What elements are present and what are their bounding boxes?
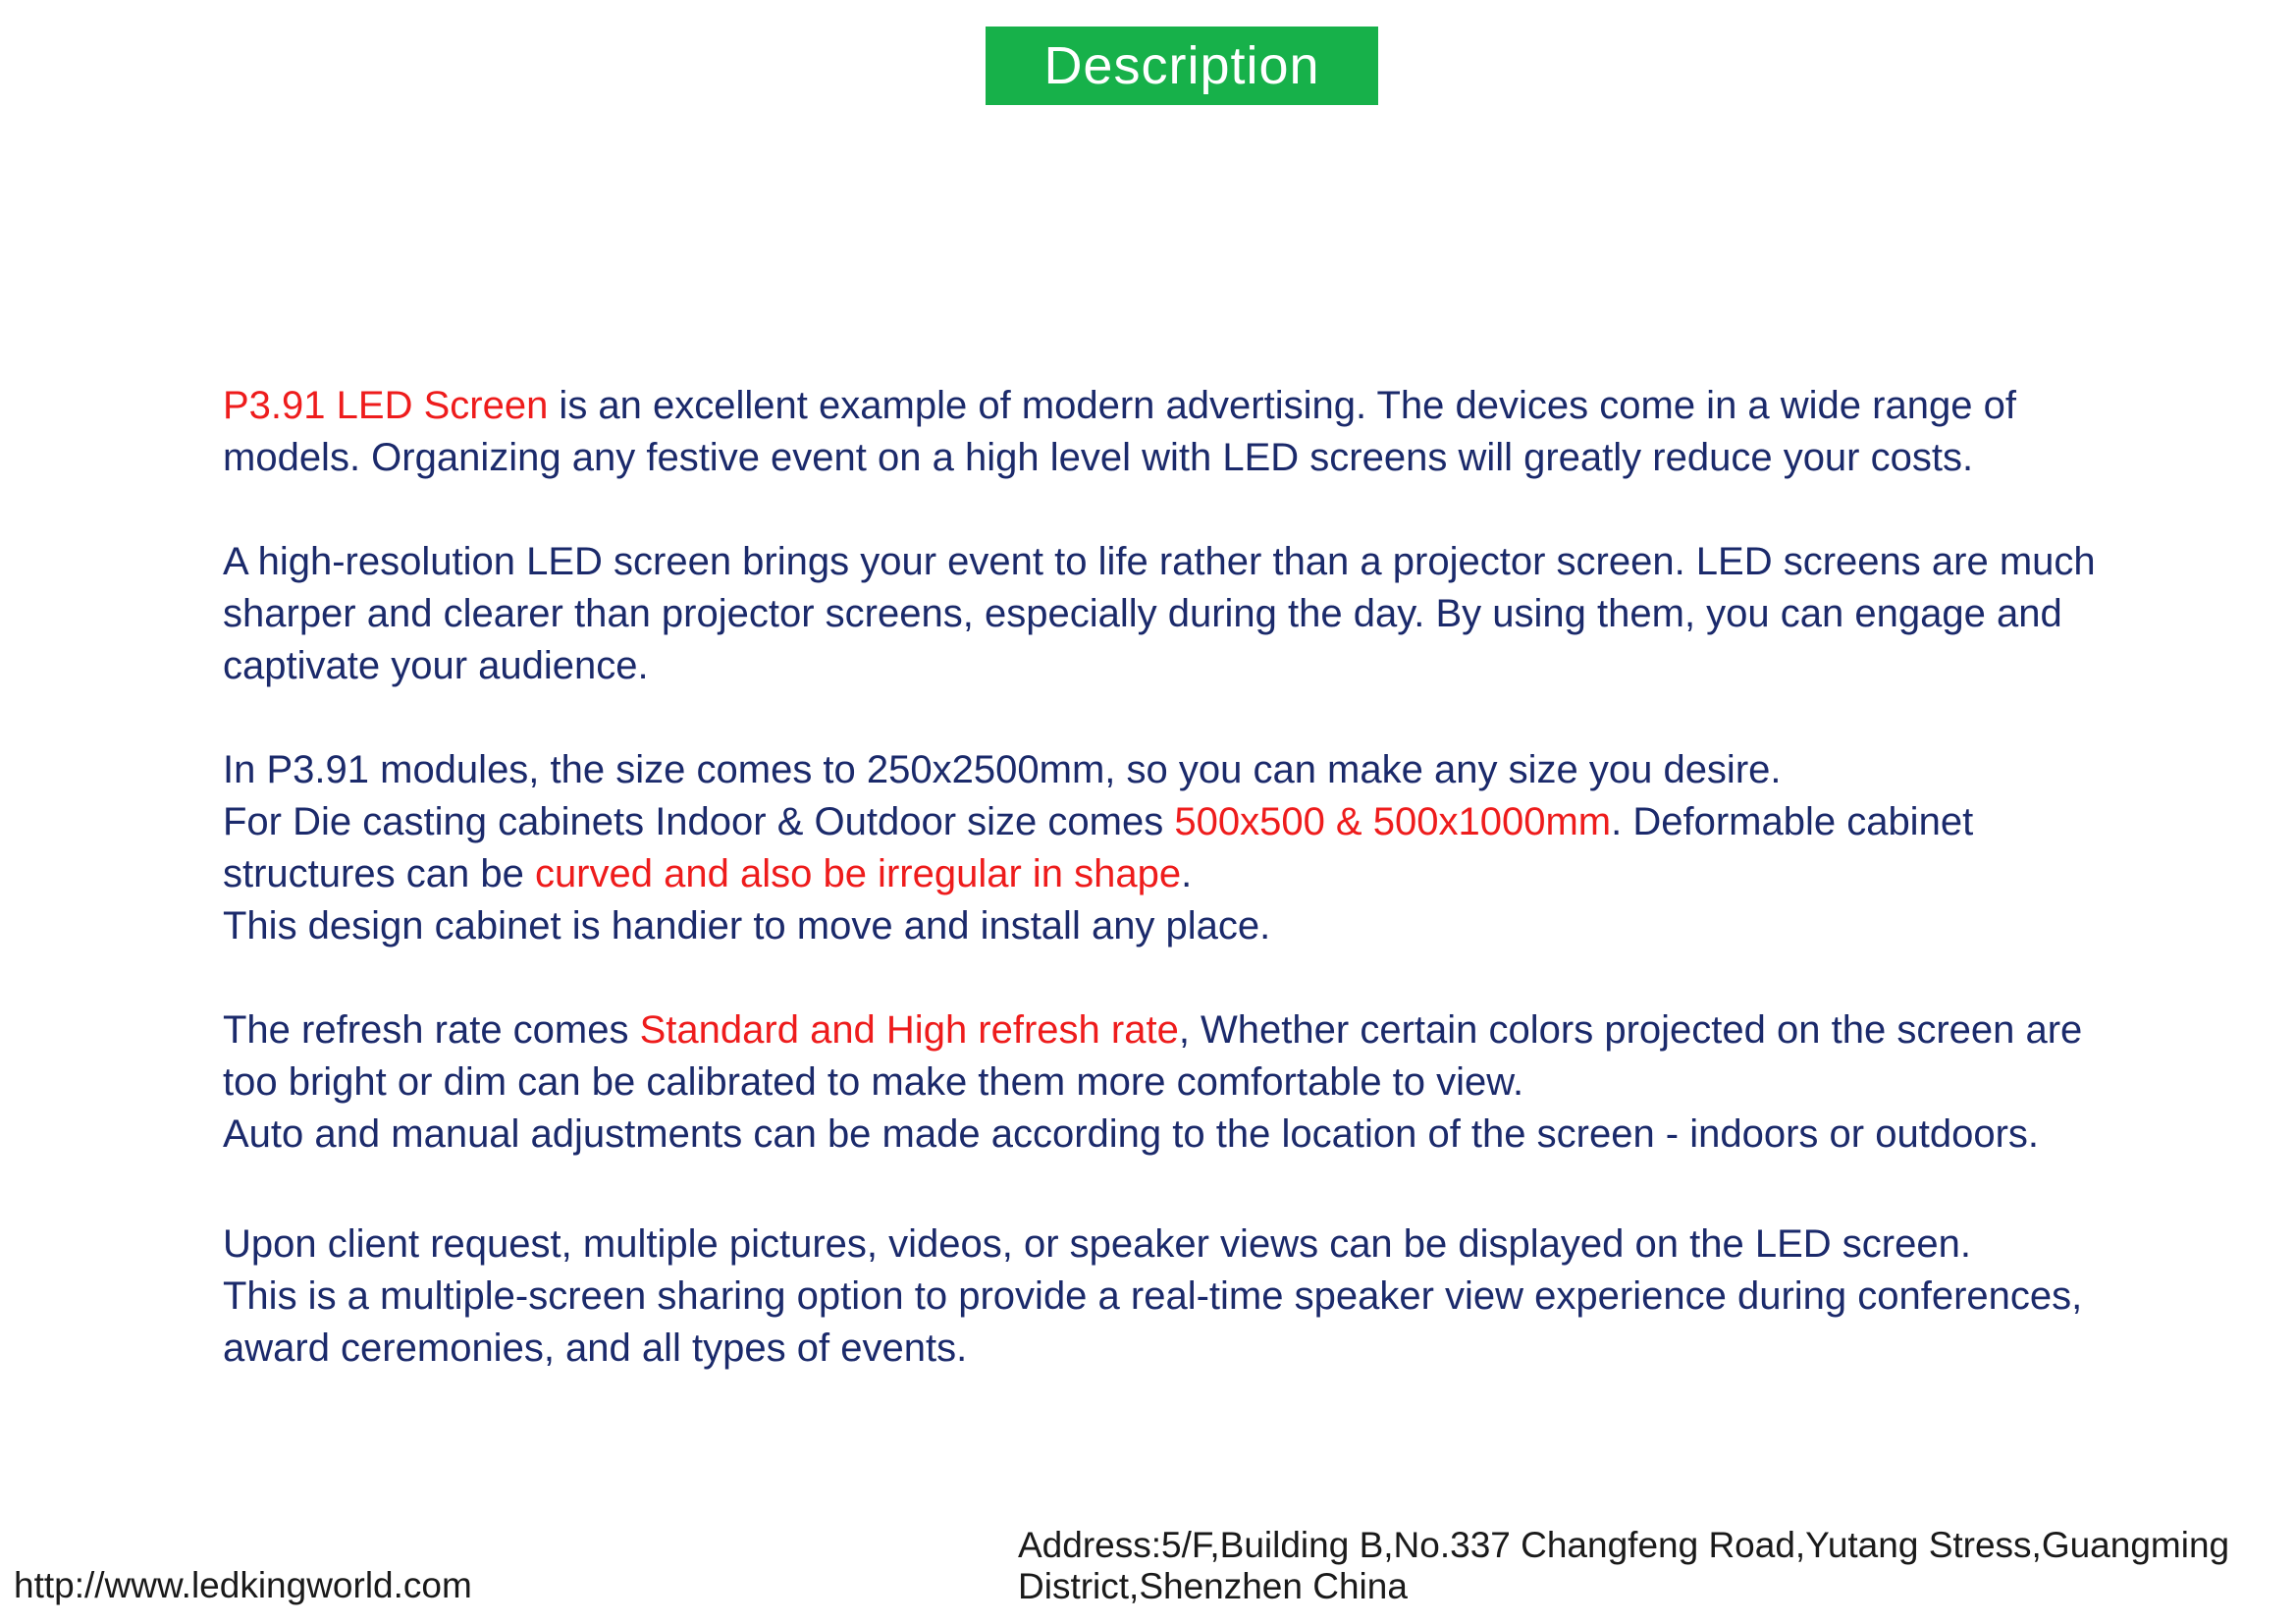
refresh-rate-highlight: Standard and High refresh rate	[639, 1008, 1179, 1052]
refresh-line-3: Auto and manual adjustments can be made according to the location of the screen - indoors or outdoors.	[223, 1112, 2039, 1156]
refresh-line-2: too bright or dim can be calibrated to make them more comfortable to view.	[223, 1060, 1524, 1104]
product-name-highlight: P3.91 LED Screen	[223, 384, 549, 427]
sharing-line-2: This is a multiple-screen sharing option to provide a real-time speaker view experience during conferences,	[223, 1274, 2083, 1318]
website-url: http://www.ledkingworld.com	[14, 1565, 472, 1605]
description-body	[223, 380, 2186, 1375]
modules-line-2-a: For Die casting cabinets Indoor & Outdoor size comes	[223, 800, 1175, 843]
sharing-line-1: Upon client request, multiple pictures, videos, or speaker views can be displayed on the LED screen.	[223, 1222, 1971, 1266]
modules-line-3	[223, 848, 2186, 900]
cabinet-size-highlight: 500x500 & 500x1000mm	[1174, 800, 1612, 843]
address-line-2: District,Shenzhen China	[1018, 1566, 1408, 1606]
modules-line-3-a: structures can be	[223, 852, 535, 895]
company-address	[1018, 1525, 2284, 1607]
paragraph-intro	[223, 380, 2186, 432]
modules-line-2	[223, 796, 2186, 848]
page-title-text: Description	[1043, 36, 1320, 95]
modules-line-3-b: .	[1181, 852, 1193, 895]
resolution-line-1: A high-resolution LED screen brings your event to life rather than a projector screen. LED screens are much	[223, 540, 2096, 583]
modules-line-1: In P3.91 modules, the size comes to 250x2500mm, so you can make any size you desire.	[223, 748, 1782, 791]
resolution-line-2: sharper and clearer than projector screens, especially during the day. By using them, you can engage and	[223, 592, 2062, 635]
modules-line-2-b: . Deformable cabinet	[1611, 800, 1974, 843]
page-title	[986, 27, 1378, 105]
refresh-line-1-a: The refresh rate comes	[223, 1008, 640, 1052]
intro-line-2: models. Organizing any festive event on a high level with LED screens will greatly reduce your costs.	[223, 436, 1974, 479]
resolution-line-3: captivate your audience.	[223, 644, 649, 687]
shape-highlight: curved and also be irregular in shape	[534, 852, 1182, 895]
address-line-1: Address:5/F,Building B,No.337 Changfeng Road,Yutang Stress,Guangming	[1018, 1525, 2230, 1565]
sharing-line-3: award ceremonies, and all types of events.	[223, 1326, 968, 1370]
refresh-line-1	[223, 1004, 2186, 1056]
intro-line-1: is an excellent example of modern advertising. The devices come in a wide range of	[548, 384, 2016, 427]
modules-line-4: This design cabinet is handier to move and install any place.	[223, 904, 1271, 947]
refresh-line-1-b: , Whether certain colors projected on the screen are	[1178, 1008, 2083, 1052]
